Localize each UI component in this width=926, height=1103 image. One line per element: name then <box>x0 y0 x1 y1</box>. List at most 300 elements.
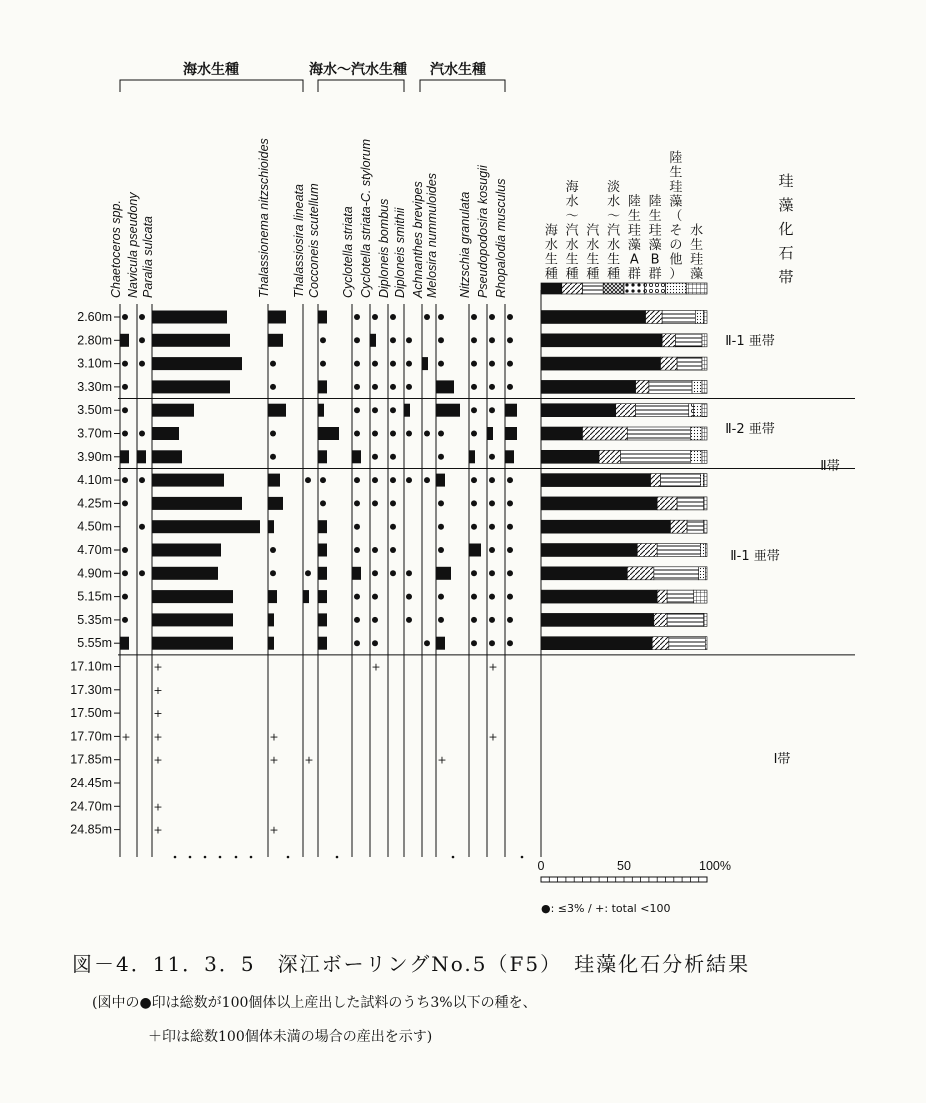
low-percent-dot <box>424 640 430 646</box>
species-bar <box>505 450 514 463</box>
species-bar <box>370 334 376 347</box>
legend-label-char: 淡 <box>607 180 621 195</box>
low-percent-dot <box>270 547 276 553</box>
zone-header-char: 石 <box>778 244 794 262</box>
composition-segment <box>657 544 700 557</box>
depth-label: 24.85m <box>70 822 112 837</box>
species-bar <box>487 427 493 440</box>
legend-label-char: 水 <box>565 238 579 253</box>
composition-segment <box>700 544 705 557</box>
composition-segment <box>541 590 657 603</box>
species-bar <box>469 544 481 557</box>
legend-label-char: 陸 <box>669 151 683 166</box>
legend-label-char: 水 <box>544 238 558 253</box>
species-bar <box>352 450 361 463</box>
species-label: Diploneis bombus <box>377 198 391 298</box>
composition-segment <box>704 520 707 533</box>
composition-segment <box>702 380 707 393</box>
species-bar <box>268 613 274 626</box>
low-percent-dot <box>139 477 145 483</box>
low-percent-dot <box>270 454 276 460</box>
species-bar <box>120 450 129 463</box>
composition-segment <box>541 380 636 393</box>
rare-plus-mark: + <box>153 800 163 814</box>
low-percent-dot <box>122 617 128 623</box>
composition-axis-tick-label: 50 <box>617 859 631 873</box>
species-label: Nitzschia granulata <box>458 191 472 298</box>
low-percent-dot <box>390 454 396 460</box>
rare-plus-mark: + <box>153 683 163 697</box>
subzone-label: Ⅱ-1 亜帯 <box>725 334 775 349</box>
species-bar <box>352 567 361 580</box>
composition-segment <box>652 637 669 650</box>
low-percent-dot <box>507 570 513 576</box>
species-bar <box>318 311 327 324</box>
figure-note-line-1: (図中の●印は総数が100個体以上産出した試料のうち3%以下の種を、 <box>92 995 537 1011</box>
legend-label-char: 種 <box>586 267 600 282</box>
composition-segment <box>636 380 649 393</box>
low-percent-dot <box>354 431 360 437</box>
low-percent-dot <box>372 384 378 390</box>
species-bar <box>318 544 327 557</box>
low-percent-dot <box>489 477 495 483</box>
legend-label-char: 藻 <box>690 267 704 282</box>
species-bar <box>268 590 277 603</box>
low-percent-dot <box>489 570 495 576</box>
low-percent-dot <box>507 477 513 483</box>
low-percent-dot <box>438 524 444 530</box>
composition-segment <box>670 520 687 533</box>
legend-label-char: 生 <box>586 252 600 268</box>
low-percent-dot <box>507 361 513 367</box>
axis-dot <box>452 856 455 859</box>
low-percent-dot <box>489 594 495 600</box>
species-bar <box>318 590 327 603</box>
low-percent-dot <box>372 640 378 646</box>
legend-label-char: 生 <box>648 209 662 224</box>
legend-label-char: 生 <box>690 238 704 253</box>
species-bar <box>152 497 242 510</box>
species-label: Rhopalodia musculus <box>494 178 508 298</box>
species-bar <box>318 380 327 393</box>
depth-label: 3.70m <box>77 426 112 441</box>
composition-segment <box>690 427 702 440</box>
composition-segment <box>541 567 627 580</box>
zone-label: Ⅰ帯 <box>773 752 791 767</box>
depth-label: 5.55m <box>77 636 112 651</box>
legend-label-char: 汽 <box>586 223 600 239</box>
depth-label: 24.45m <box>70 776 112 790</box>
species-label: Achnanthes brevipes <box>411 181 425 298</box>
axis-dot <box>204 856 207 859</box>
low-percent-dot <box>354 594 360 600</box>
low-percent-dot <box>424 314 430 320</box>
low-percent-dot <box>489 640 495 646</box>
legend-label-char: 水 <box>586 238 600 253</box>
depth-label: 5.15m <box>77 589 112 604</box>
species-label: Pseudopodosira kosugii <box>476 165 490 298</box>
low-percent-dot <box>354 314 360 320</box>
low-percent-dot <box>305 477 311 483</box>
low-percent-dot <box>270 384 276 390</box>
rare-plus-mark: + <box>371 660 381 674</box>
low-percent-dot <box>406 570 412 576</box>
species-bar <box>318 404 324 417</box>
composition-segment <box>627 567 654 580</box>
species-bar <box>318 613 327 626</box>
low-percent-dot <box>438 431 444 437</box>
low-percent-dot <box>438 547 444 553</box>
composition-segment <box>702 450 707 463</box>
species-bar <box>152 567 218 580</box>
low-percent-dot <box>507 547 513 553</box>
low-percent-dot <box>354 337 360 343</box>
subzone-label: Ⅱ-2 亜帯 <box>725 422 775 437</box>
composition-segment <box>677 497 704 510</box>
composition-segment <box>657 590 667 603</box>
axis-dot <box>521 856 524 859</box>
low-percent-dot <box>372 361 378 367</box>
figure-caption: 図－4．11．3．5 深江ボーリングNo.5（F5） 珪藻化石分析結果 <box>72 952 751 976</box>
species-bar <box>318 520 327 533</box>
low-percent-dot <box>489 384 495 390</box>
axis-dot <box>250 856 253 859</box>
low-percent-dot <box>270 361 276 367</box>
legend-swatch <box>583 283 604 294</box>
low-percent-dot <box>390 407 396 413</box>
low-percent-dot <box>372 547 378 553</box>
zone-header-char: 珪 <box>778 172 794 190</box>
composition-segment <box>700 474 703 487</box>
axis-dot <box>287 856 290 859</box>
species-bar <box>268 474 280 487</box>
low-percent-dot <box>354 617 360 623</box>
composition-segment <box>541 450 599 463</box>
composition-segment <box>704 497 707 510</box>
composition-segment <box>702 334 707 347</box>
legend-label-char: ～ <box>565 209 579 224</box>
species-label: Navicula pseudony <box>126 192 140 298</box>
species-label: Cyclotella striata <box>341 206 355 298</box>
low-percent-dot <box>354 384 360 390</box>
depth-label: 4.50m <box>77 519 112 534</box>
composition-segment <box>583 427 628 440</box>
species-label: Melosira nummuloides <box>425 172 439 298</box>
low-percent-dot <box>489 337 495 343</box>
low-percent-dot <box>139 570 145 576</box>
composition-segment <box>541 404 616 417</box>
depth-label: 2.80m <box>77 333 112 348</box>
legend-label-char: 藻 <box>669 194 683 210</box>
species-bar <box>505 427 517 440</box>
legend-label-char: そ <box>669 223 683 239</box>
depth-label: 2.60m <box>77 310 112 324</box>
low-percent-dot <box>320 337 326 343</box>
zone-header-char: 化 <box>778 220 794 238</box>
species-bar <box>268 334 283 347</box>
depth-label: 17.30m <box>70 682 112 697</box>
legend-label-char: 珪 <box>627 223 641 239</box>
species-bar <box>436 637 445 650</box>
low-percent-dot <box>471 594 477 600</box>
composition-segment <box>616 404 636 417</box>
low-percent-dot <box>122 407 128 413</box>
composition-segment <box>541 544 637 557</box>
low-percent-dot <box>438 617 444 623</box>
low-percent-dot <box>438 500 444 506</box>
low-percent-dot <box>139 314 145 320</box>
legend-swatch <box>686 283 707 294</box>
legend-label-char: 珪 <box>690 252 704 268</box>
low-percent-dot <box>122 361 128 367</box>
species-bar <box>152 380 230 393</box>
species-bar <box>152 590 233 603</box>
subzone-label: Ⅱ-1 亜帯 <box>730 549 780 564</box>
composition-segment <box>541 497 657 510</box>
depth-label: 4.10m <box>77 473 112 488</box>
species-bar <box>152 637 233 650</box>
legend-swatch <box>645 283 666 294</box>
legend-label-char: 陸 <box>648 194 662 210</box>
species-bar <box>505 404 517 417</box>
legend-label-char: 群 <box>648 267 662 282</box>
low-percent-dot <box>354 524 360 530</box>
low-percent-dot <box>507 500 513 506</box>
low-percent-dot <box>320 477 326 483</box>
composition-segment <box>695 311 703 324</box>
species-bar <box>318 450 327 463</box>
species-label: Chaetoceros spp. <box>109 200 123 298</box>
species-bar <box>436 474 445 487</box>
low-percent-dot <box>122 477 128 483</box>
composition-segment <box>702 427 707 440</box>
rare-plus-mark: + <box>121 730 131 744</box>
low-percent-dot <box>270 570 276 576</box>
legend-swatch <box>541 283 562 294</box>
low-percent-dot <box>390 547 396 553</box>
composition-segment <box>599 450 621 463</box>
composition-segment <box>541 613 654 626</box>
low-percent-dot <box>424 477 430 483</box>
depth-label: 4.25m <box>77 496 112 511</box>
composition-segment <box>662 334 675 347</box>
low-percent-dot <box>471 640 477 646</box>
legend-label-char: 水 <box>607 238 621 253</box>
group-header: 汽水生種 <box>430 62 486 78</box>
species-label: Cocconeis scutellum <box>307 183 321 298</box>
rare-plus-mark: + <box>437 753 447 767</box>
low-percent-dot <box>471 361 477 367</box>
species-bar <box>152 613 233 626</box>
low-percent-dot <box>406 431 412 437</box>
rare-plus-mark: + <box>153 753 163 767</box>
rare-plus-mark: + <box>153 707 163 721</box>
legend-label-char: （ <box>669 209 683 224</box>
composition-segment <box>654 567 699 580</box>
rare-plus-mark: + <box>304 753 314 767</box>
species-bar <box>268 520 274 533</box>
low-percent-dot <box>354 361 360 367</box>
low-percent-dot <box>139 337 145 343</box>
low-percent-dot <box>320 500 326 506</box>
low-percent-dot <box>372 314 378 320</box>
zone-label: Ⅱ帯 <box>820 459 840 474</box>
depth-label: 17.10m <box>70 659 112 674</box>
legend-label-char: 種 <box>544 267 558 282</box>
legend-label-char: ～ <box>607 209 621 224</box>
composition-segment <box>621 450 691 463</box>
low-percent-dot <box>507 384 513 390</box>
low-percent-dot <box>471 524 477 530</box>
low-percent-dot <box>489 454 495 460</box>
low-percent-dot <box>471 431 477 437</box>
legend-label-char: 群 <box>627 267 641 282</box>
legend-label-char: B <box>650 252 660 268</box>
legend-label-char: 種 <box>565 267 579 282</box>
species-bar <box>152 427 179 440</box>
species-label: Cyclotella striata-C. stylorum <box>359 138 373 298</box>
low-percent-dot <box>471 477 477 483</box>
composition-segment <box>541 334 662 347</box>
low-percent-dot <box>406 477 412 483</box>
species-bar <box>152 334 230 347</box>
axis-dot <box>235 856 238 859</box>
low-percent-dot <box>489 547 495 553</box>
species-bar <box>268 497 283 510</box>
composition-axis-tick-label: 0 <box>537 859 545 873</box>
composition-segment <box>705 544 707 557</box>
legend-label-char: 水 <box>607 194 621 210</box>
low-percent-dot <box>122 500 128 506</box>
rare-plus-mark: + <box>153 660 163 674</box>
low-percent-dot <box>471 500 477 506</box>
low-percent-dot <box>507 314 513 320</box>
group-bracket <box>318 80 404 92</box>
low-percent-dot <box>354 500 360 506</box>
zone-header-char: 藻 <box>778 196 794 214</box>
composition-segment <box>705 567 707 580</box>
species-bar <box>318 567 327 580</box>
species-bar <box>436 404 460 417</box>
species-bar <box>152 544 221 557</box>
rare-plus-mark: + <box>269 823 279 837</box>
composition-segment <box>704 311 707 324</box>
composition-segment <box>694 404 702 417</box>
legend-label-char: 海 <box>544 223 558 239</box>
low-percent-dot <box>354 477 360 483</box>
low-percent-dot <box>507 617 513 623</box>
species-label: Paralia sulcata <box>141 216 155 298</box>
low-percent-dot <box>489 524 495 530</box>
species-bar <box>318 637 327 650</box>
composition-segment <box>692 380 702 393</box>
legend-label-char: ） <box>669 267 683 282</box>
low-percent-dot <box>122 431 128 437</box>
low-percent-dot <box>438 361 444 367</box>
legend-swatch <box>603 283 624 294</box>
low-percent-dot <box>320 361 326 367</box>
legend-label-char: 生 <box>669 165 683 181</box>
composition-segment <box>636 404 689 417</box>
low-percent-dot <box>438 314 444 320</box>
rare-plus-mark: + <box>269 730 279 744</box>
low-percent-dot <box>438 337 444 343</box>
species-bar <box>152 311 227 324</box>
species-bar <box>436 380 454 393</box>
species-bar <box>120 637 129 650</box>
low-percent-dot <box>507 640 513 646</box>
composition-segment <box>649 380 692 393</box>
composition-segment <box>661 357 678 370</box>
low-percent-dot <box>406 337 412 343</box>
low-percent-dot <box>372 617 378 623</box>
composition-segment <box>690 450 702 463</box>
axis-dot <box>174 856 177 859</box>
low-percent-dot <box>471 570 477 576</box>
figure-note-line-2: ＋印は総数100個体未満の場合の産出を示す) <box>148 1029 433 1045</box>
species-bar <box>152 357 242 370</box>
species-bar <box>436 567 451 580</box>
low-percent-dot <box>122 594 128 600</box>
rare-plus-mark: + <box>153 823 163 837</box>
species-bar <box>404 404 410 417</box>
low-percent-dot <box>390 384 396 390</box>
low-percent-dot <box>438 454 444 460</box>
low-percent-dot <box>507 337 513 343</box>
composition-segment <box>541 357 661 370</box>
composition-segment <box>704 613 707 626</box>
legend-label-char: 水 <box>690 223 704 239</box>
species-bar <box>137 450 146 463</box>
low-percent-dot <box>390 477 396 483</box>
species-bar <box>469 450 475 463</box>
species-label: Diploneis smithii <box>393 207 407 298</box>
species-bar <box>318 427 339 440</box>
low-percent-dot <box>372 407 378 413</box>
depth-label: 3.10m <box>77 356 112 371</box>
low-percent-dot <box>489 500 495 506</box>
low-percent-dot <box>471 407 477 413</box>
composition-segment <box>699 567 706 580</box>
depth-label: 3.90m <box>77 449 112 464</box>
low-percent-dot <box>390 361 396 367</box>
composition-segment <box>541 311 646 324</box>
composition-segment <box>667 590 694 603</box>
legend-label-char: の <box>669 238 683 253</box>
low-percent-dot <box>372 594 378 600</box>
species-bar <box>303 590 309 603</box>
low-percent-dot <box>390 314 396 320</box>
legend-label-char: 汽 <box>565 223 579 239</box>
low-percent-dot <box>372 431 378 437</box>
composition-segment <box>541 427 583 440</box>
composition-segment <box>694 590 707 603</box>
low-percent-dot <box>471 617 477 623</box>
rare-plus-mark: + <box>269 753 279 767</box>
legend-label-char: 種 <box>607 267 621 282</box>
composition-segment <box>702 404 707 417</box>
composition-segment <box>657 497 677 510</box>
axis-dot <box>189 856 192 859</box>
low-percent-dot <box>139 524 145 530</box>
low-percent-dot <box>139 361 145 367</box>
composition-axis-tick-label: 100% <box>699 859 731 873</box>
group-bracket <box>120 80 303 92</box>
low-percent-dot <box>438 594 444 600</box>
composition-segment <box>667 613 704 626</box>
composition-segment <box>675 334 702 347</box>
axis-dot <box>219 856 222 859</box>
